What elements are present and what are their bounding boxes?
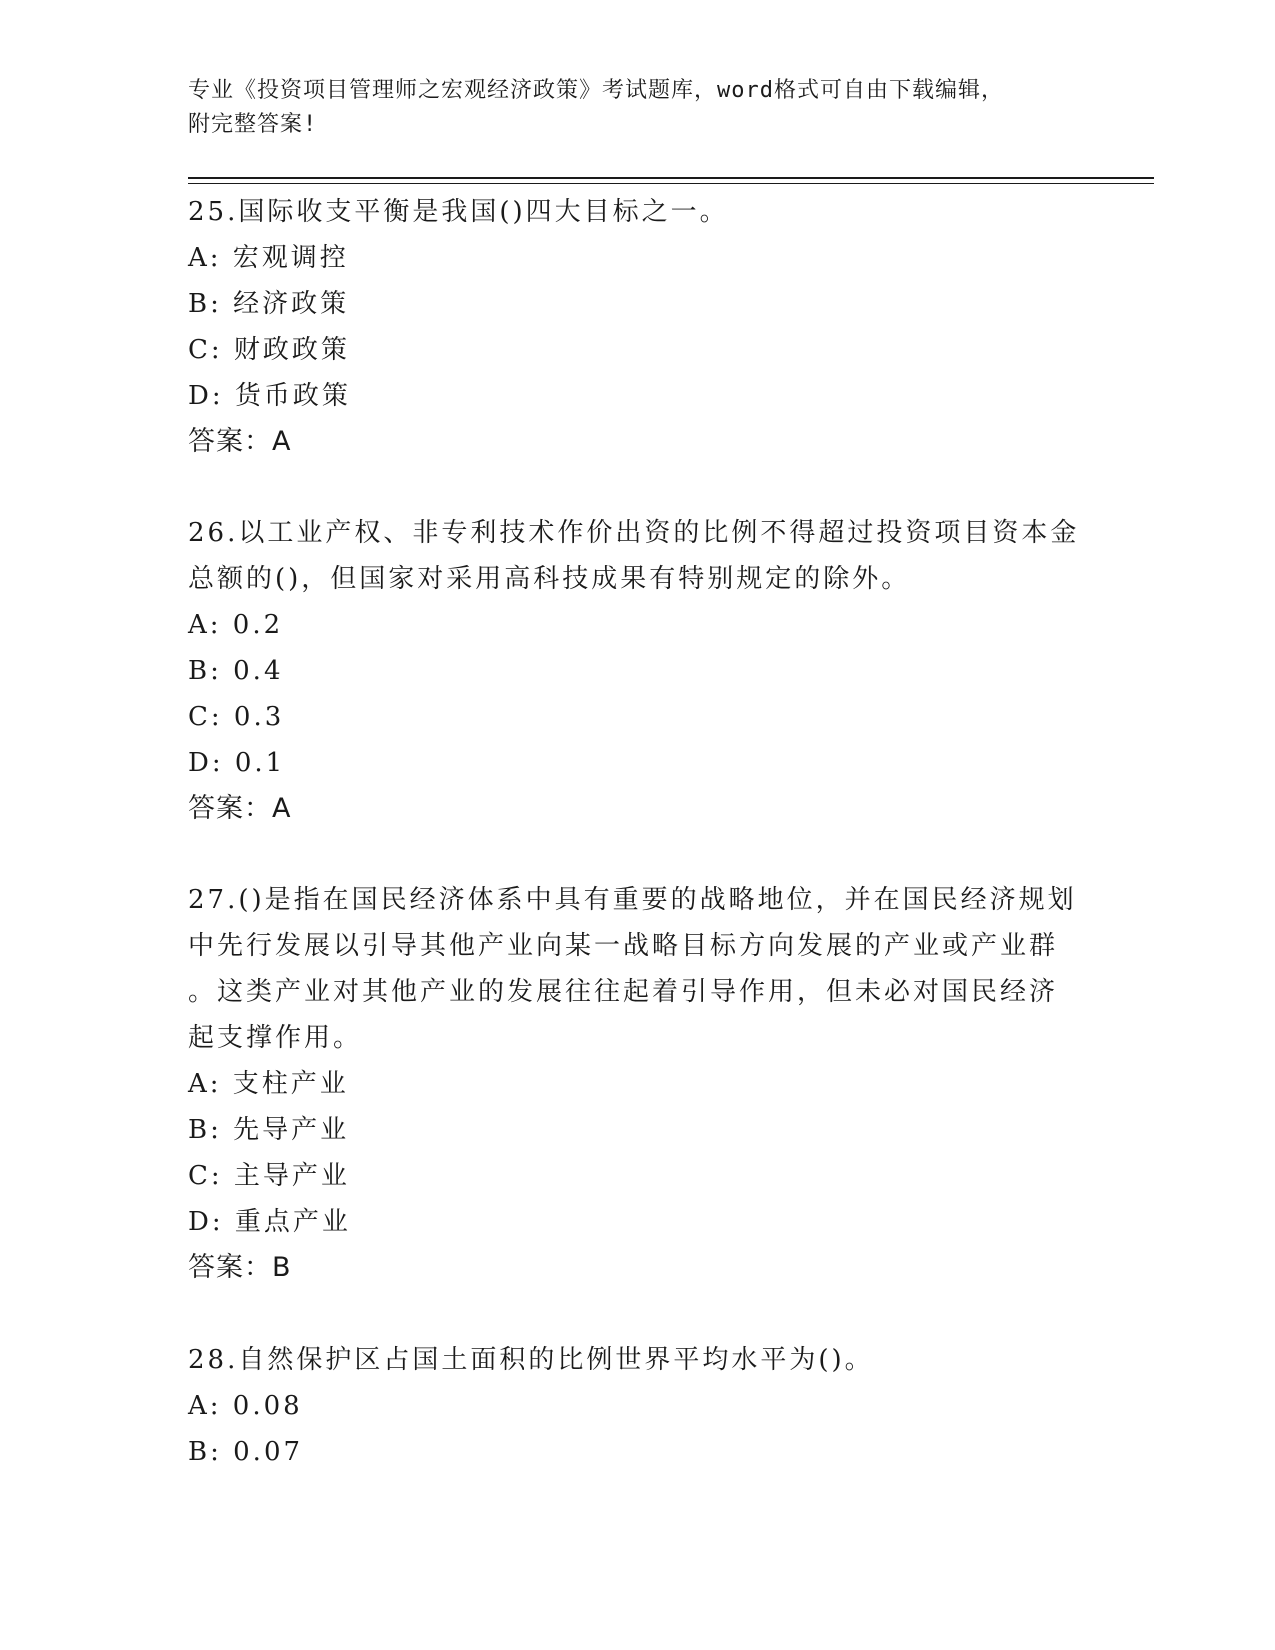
document-header (188, 74, 1068, 142)
question-stem-line: 起支撑作用。 (188, 1023, 363, 1053)
question-26 (188, 510, 1088, 832)
question-spacer (188, 832, 1088, 877)
option-d: D: 0.1 (188, 748, 286, 778)
answer-line: 答案：B (188, 1252, 292, 1283)
question-27 (188, 877, 1088, 1291)
question-28 (188, 1337, 1088, 1475)
option-b: B: 先导产业 (188, 1115, 350, 1145)
option-c: C: 财政政策 (188, 335, 350, 365)
question-stem-line: 总额的()，但国家对采用高科技成果有特别规定的除外。 (188, 564, 911, 594)
header-divider-thick (188, 177, 1154, 179)
option-a: A: 0.08 (188, 1391, 303, 1421)
option-a: A: 支柱产业 (188, 1069, 349, 1099)
question-stem-line: 25.国际收支平衡是我国()四大目标之一。 (188, 197, 729, 227)
question-stem-line: 28.自然保护区占国土面积的比例世界平均水平为()。 (188, 1345, 874, 1375)
option-a: A: 宏观调控 (188, 243, 349, 273)
question-spacer (188, 465, 1088, 510)
option-c: C: 主导产业 (188, 1161, 350, 1191)
answer-line: 答案：A (188, 426, 292, 457)
answer-line: 答案：A (188, 793, 292, 824)
question-stem-line: 27.()是指在国民经济体系中具有重要的战略地位，并在国民经济规划 (188, 885, 1077, 915)
option-b: B: 0.07 (188, 1437, 304, 1467)
option-b: B: 0.4 (188, 656, 284, 686)
option-d: D: 货币政策 (188, 381, 351, 411)
question-25 (188, 189, 1088, 465)
question-stem-line: 中先行发展以引导其他产业向某一战略目标方向发展的产业或产业群 (188, 931, 1059, 961)
question-stem-line: 26.以工业产权、非专利技术作价出资的比例不得超过投资项目资本金 (188, 518, 1080, 548)
header-line-1: 专业《投资项目管理师之宏观经济政策》考试题库，word格式可自由下载编辑， (188, 78, 1004, 103)
option-a: A: 0.2 (188, 610, 284, 640)
header-divider-thin (188, 183, 1154, 184)
question-spacer (188, 1291, 1088, 1337)
option-b: B: 经济政策 (188, 289, 350, 319)
option-c: C: 0.3 (188, 702, 285, 732)
question-stem-line: 。这类产业对其他产业的发展往往起着引导作用，但未必对国民经济 (188, 977, 1059, 1007)
question-list (188, 189, 1088, 1475)
header-line-2: 附完整答案! (188, 112, 318, 137)
option-d: D: 重点产业 (188, 1207, 351, 1237)
